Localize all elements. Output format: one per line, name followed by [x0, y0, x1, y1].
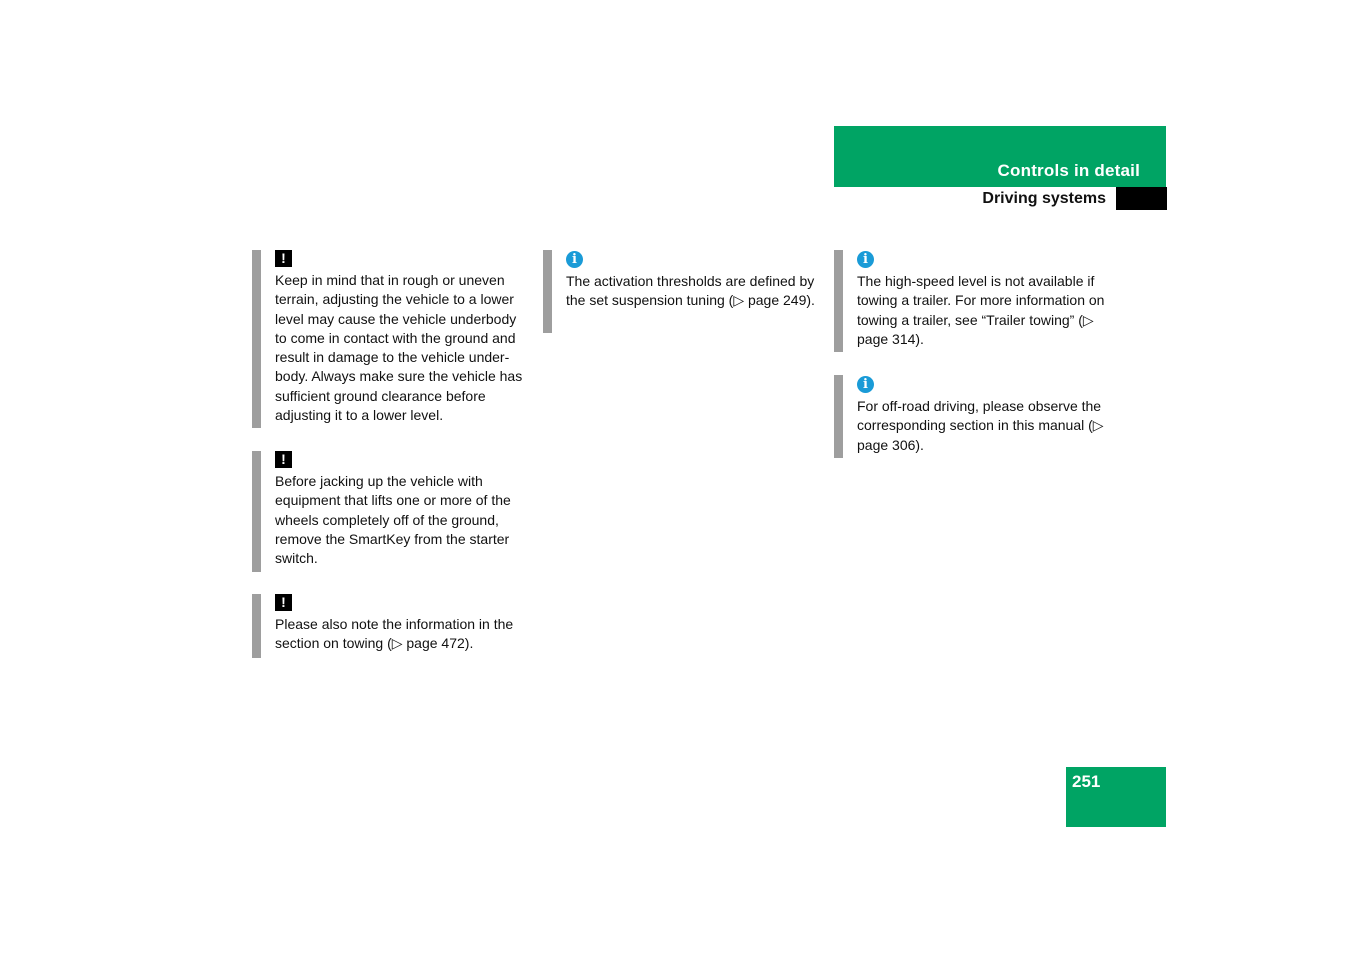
chapter-tab-marker [1116, 187, 1167, 210]
note-side-bar [252, 451, 261, 572]
note-text: The high-speed level is not available if towing a trailer. For more information on towing a trailer, see “Trailer towing” (▷ page 314). [857, 273, 1105, 347]
note-side-bar [834, 375, 843, 458]
info-icon: i [857, 376, 874, 393]
info-note-activation-thresholds [543, 250, 818, 333]
warning-note-towing [252, 594, 527, 658]
warning-note-ground-clearance [252, 250, 527, 428]
subsection-title: Driving systems [982, 190, 1106, 207]
note-text: Before jacking up the vehicle with equipment that lifts one or more of the wheels completely off of the ground, remove the SmartKey from the starter switch. [275, 473, 511, 567]
info-note-off-road [834, 375, 1109, 458]
note-side-bar [252, 594, 261, 658]
chapter-header-band [834, 126, 1166, 187]
section-title: Controls in detail [997, 161, 1140, 180]
note-text: For off-road driving, please observe the corresponding section in this manual (▷ page 306). [857, 398, 1104, 453]
info-note-high-speed-level [834, 250, 1109, 352]
note-text: Keep in mind that in rough or uneven terrain, adjusting the vehicle to a lower level may cause the vehicle underbody to come in contact with the ground and result in damage to the vehicle under-body. Always make sure the vehicle has sufficient ground clearance before adjusting it to a lower level. [275, 272, 523, 424]
note-side-bar [252, 250, 261, 428]
note-text: Please also note the information in the section on towing (▷ page 472). [275, 616, 514, 652]
exclamation-icon: ! [275, 250, 292, 267]
note-text: The activation thresholds are defined by the set suspension tuning (▷ page 249). [566, 273, 815, 309]
info-icon: i [857, 251, 874, 268]
exclamation-icon: ! [275, 594, 292, 611]
page-number-box [1066, 767, 1166, 827]
note-side-bar [834, 250, 843, 352]
exclamation-icon: ! [275, 451, 292, 468]
note-side-bar [543, 250, 552, 333]
warning-note-jacking [252, 451, 527, 572]
page-number: 251 [1072, 772, 1101, 791]
info-icon: i [566, 251, 583, 268]
